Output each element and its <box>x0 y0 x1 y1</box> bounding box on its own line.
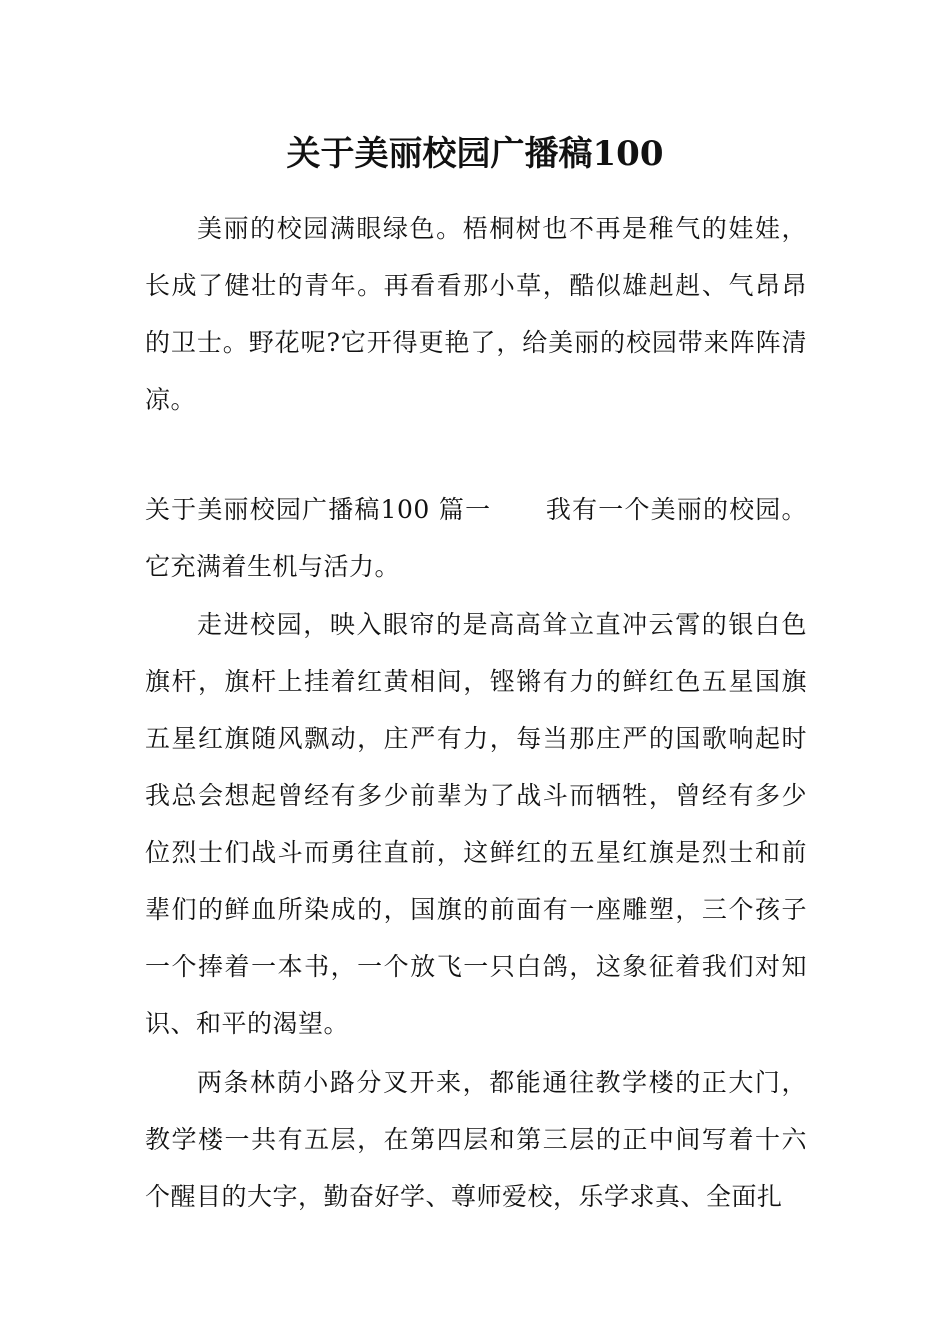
section-heading: 关于美丽校园广播稿100 篇一 <box>145 495 492 524</box>
paragraph-flagpole: 走进校园，映入眼帘的是高高耸立直冲云霄的银白色旗杆，旗杆上挂着红黄相间，铿锵有力的鲜红色五星国旗五星红旗随风飘动，庄严有力，每当那庄严的国歌响起时我总会想起曾经有多少前辈为了战斗而牺牲，曾经有多少位烈士们战斗而勇往直前，这鲜红的五星红旗是烈士和前辈们的鲜血所染成的，国旗的前面有一座雕塑，三个孩子一个捧着一本书，一个放飞一只白鸽，这象征着我们对知识、和平的渴望。 <box>145 610 807 1038</box>
intro-paragraph: 美丽的校园满眼绿色。梧桐树也不再是稚气的娃娃，长成了健壮的青年。再看看那小草，酷似雄赳赳、气昂昂的卫士。野花呢?它开得更艳了，给美丽的校园带来阵阵清凉。 <box>145 214 807 414</box>
document-title: 关于美丽校园广播稿100 <box>286 134 664 174</box>
section-heading-line <box>145 481 807 595</box>
section-lead: 我有一个美丽的校园。它充满着生机与活力。 <box>145 495 807 581</box>
paragraph-teaching-building: 两条林荫小路分叉开来，都能通往教学楼的正大门，教学楼一共有五层，在第四层和第三层的正中间写着十六个醒目的大字，勤奋好学、尊师爱校，乐学求真、全面扎 <box>145 1068 807 1211</box>
